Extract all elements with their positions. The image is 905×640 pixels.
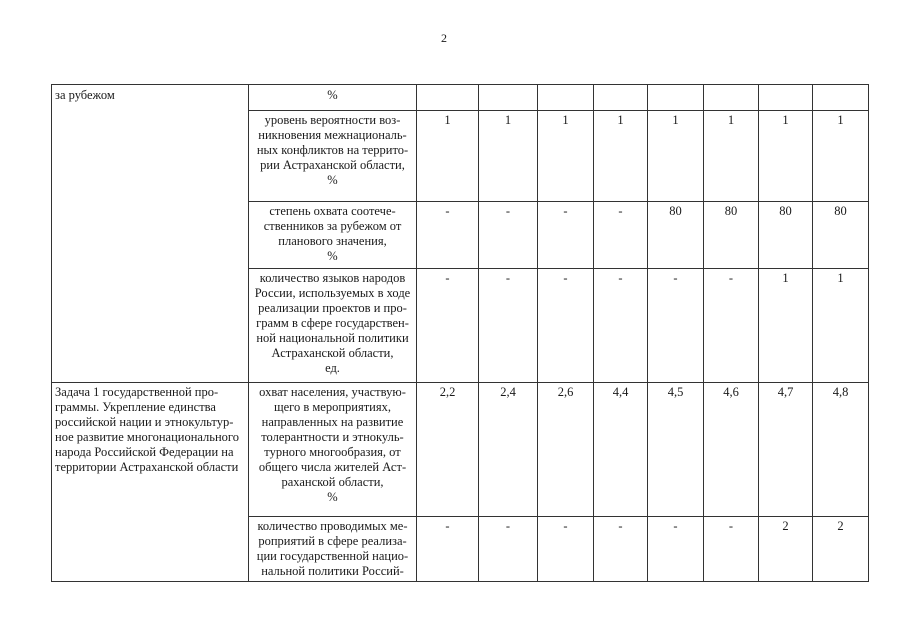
indicator-line: толерантности и этнокуль-	[261, 430, 404, 444]
indicator-line: роприятий в сфере реализа-	[258, 534, 407, 548]
indicator-cell	[249, 383, 417, 517]
value-cell: 1	[594, 111, 648, 202]
value-cell: -	[704, 269, 759, 383]
value-cell: -	[479, 517, 538, 582]
value-cell: 1	[417, 111, 479, 202]
value-cell: 1	[538, 111, 594, 202]
page-number: 2	[441, 31, 447, 45]
indicator-line: количество языков народов	[259, 271, 406, 285]
value-cell: -	[648, 269, 704, 383]
task-line: территории Астраханской области	[55, 460, 239, 474]
value-cell: -	[594, 517, 648, 582]
indicator-line: ных конфликтов на террито-	[256, 143, 409, 157]
indicator-line: %	[327, 88, 338, 102]
indicator-cell	[249, 85, 417, 111]
indicator-cell	[249, 269, 417, 383]
value-cell: -	[538, 202, 594, 269]
indicator-line: охват населения, участвую-	[259, 385, 406, 399]
task-cell	[52, 383, 249, 582]
value-cell: -	[538, 269, 594, 383]
task-line: российской нации и этнокультур-	[55, 415, 234, 429]
indicator-line: раханской области,	[281, 475, 384, 489]
value-cell: 2,2	[417, 383, 479, 517]
value-cell: 2,4	[479, 383, 538, 517]
indicator-line: России, используемых в ходе	[254, 286, 411, 300]
indicator-line: направленных на развитие	[261, 415, 404, 429]
indicator-line: Астраханской области,	[271, 346, 394, 360]
value-cell	[594, 85, 648, 111]
value-cell: 4,4	[594, 383, 648, 517]
indicator-line: %	[327, 173, 338, 187]
indicators-table	[51, 84, 869, 582]
value-cell: 1	[704, 111, 759, 202]
value-cell: 80	[704, 202, 759, 269]
indicator-line: ции государственной нацио-	[256, 549, 409, 563]
indicator-line: реализации проектов и про-	[258, 301, 407, 315]
indicator-cell	[249, 111, 417, 202]
value-cell: -	[417, 269, 479, 383]
value-cell: 1	[813, 269, 869, 383]
indicator-line: %	[327, 249, 338, 263]
indicator-line: рии Астраханской области,	[260, 158, 405, 172]
indicator-line: ной национальной политики	[256, 331, 409, 345]
indicator-line: никновения межнациональ-	[258, 128, 407, 142]
value-cell: 1	[479, 111, 538, 202]
table-body	[52, 85, 869, 582]
value-cell	[704, 85, 759, 111]
value-cell: 4,6	[704, 383, 759, 517]
value-cell: -	[479, 269, 538, 383]
value-cell: 80	[759, 202, 813, 269]
indicator-line: уровень вероятности воз-	[264, 113, 401, 127]
task-line: граммы. Укрепление единства	[55, 400, 216, 414]
indicator-text	[252, 519, 413, 579]
value-cell: -	[417, 517, 479, 582]
table-row	[52, 383, 869, 517]
value-cell: 2	[813, 517, 869, 582]
value-cell: 1	[759, 269, 813, 383]
value-cell: 4,7	[759, 383, 813, 517]
indicator-line: грамм в сфере государствен-	[256, 316, 409, 330]
value-cell: -	[648, 517, 704, 582]
value-cell: -	[594, 202, 648, 269]
value-cell: 1	[813, 111, 869, 202]
value-cell: -	[704, 517, 759, 582]
indicator-line: общего числа жителей Аст-	[258, 460, 407, 474]
indicator-cell	[249, 202, 417, 269]
indicator-line: ственников за рубежом от	[263, 219, 402, 233]
value-cell	[648, 85, 704, 111]
task-cell	[52, 85, 249, 383]
indicator-text	[252, 204, 413, 264]
value-cell	[813, 85, 869, 111]
task-line: Задача 1 государственной про-	[55, 385, 219, 399]
value-cell: 1	[759, 111, 813, 202]
task-text	[55, 88, 245, 103]
value-cell: 80	[813, 202, 869, 269]
task-line: за рубежом	[55, 88, 115, 102]
indicator-line: нальной политики Россий-	[261, 564, 404, 578]
indicator-line: %	[327, 490, 338, 504]
task-line: народа Российской Федерации на	[55, 445, 234, 459]
value-cell: 1	[648, 111, 704, 202]
indicator-line: степень охвата соотече-	[269, 204, 396, 218]
indicator-text	[252, 385, 413, 505]
indicator-line: щего в мероприятиях,	[273, 400, 391, 414]
indicator-line: ед.	[325, 361, 340, 375]
value-cell: 2,6	[538, 383, 594, 517]
indicator-text	[252, 88, 413, 103]
value-cell: 4,8	[813, 383, 869, 517]
value-cell: 2	[759, 517, 813, 582]
table-row	[52, 85, 869, 111]
indicator-line: турного многообразия, от	[264, 445, 401, 459]
value-cell: -	[417, 202, 479, 269]
indicator-text	[252, 113, 413, 188]
value-cell	[479, 85, 538, 111]
value-cell: 80	[648, 202, 704, 269]
value-cell: 4,5	[648, 383, 704, 517]
indicator-line: планового значения,	[278, 234, 387, 248]
value-cell: -	[479, 202, 538, 269]
value-cell: -	[538, 517, 594, 582]
value-cell	[538, 85, 594, 111]
value-cell: -	[594, 269, 648, 383]
indicator-cell	[249, 517, 417, 582]
indicator-text	[252, 271, 413, 376]
value-cell	[759, 85, 813, 111]
task-line: ное развитие многонационального	[55, 430, 239, 444]
task-text	[55, 385, 245, 475]
indicator-line: количество проводимых ме-	[257, 519, 408, 533]
value-cell	[417, 85, 479, 111]
